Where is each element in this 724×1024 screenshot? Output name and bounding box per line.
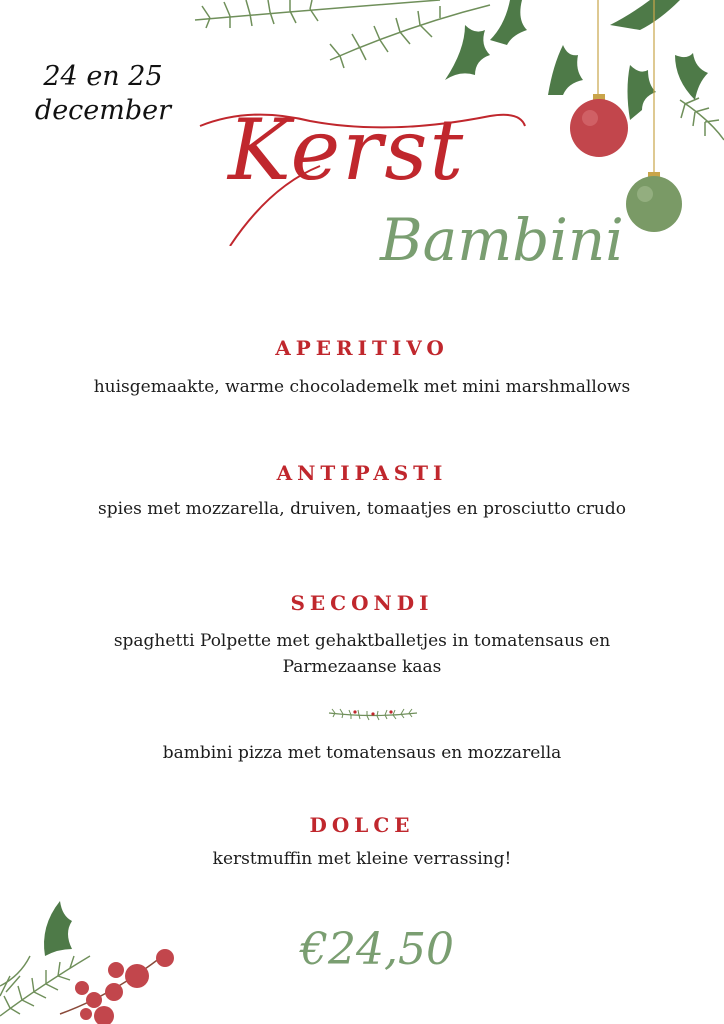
red-ornament-icon bbox=[568, 94, 630, 158]
date-line-1: 24 en 25 bbox=[43, 61, 163, 92]
event-date bbox=[28, 60, 178, 128]
section-title-secondi: SECONDI bbox=[290, 591, 434, 615]
menu-item-dolce: kerstmuffin met kleine verrassing! bbox=[212, 849, 512, 869]
section-title-antipasti: ANTIPASTI bbox=[276, 461, 448, 485]
menu-item-secondi-pizza: bambini pizza met tomatensaus en mozzarella bbox=[162, 743, 562, 763]
section-title-dolce: DOLCE bbox=[309, 813, 415, 837]
menu-item-secondi-line-2: Parmezaanse kaas bbox=[282, 657, 442, 677]
berry-branch-icon bbox=[0, 896, 180, 1024]
garland-divider-icon bbox=[327, 704, 419, 722]
section-title-aperitivo: APERITIVO bbox=[275, 336, 449, 360]
menu-item-aperitivo: huisgemaakte, warme chocolademelk met mini marshmallows bbox=[93, 377, 631, 397]
menu-price: €24,50 bbox=[300, 924, 454, 975]
title-bambini: Bambini bbox=[380, 206, 624, 274]
menu-item-antipasti: spies met mozzarella, druiven, tomaatjes en prosciutto crudo bbox=[98, 499, 626, 519]
date-line-2: december bbox=[34, 95, 172, 126]
green-ornament-icon bbox=[624, 172, 684, 234]
title-kerst: Kerst bbox=[228, 101, 466, 199]
menu-item-secondi-line-1: spaghetti Polpette met gehaktballetjes in tomatensaus en bbox=[113, 631, 611, 651]
